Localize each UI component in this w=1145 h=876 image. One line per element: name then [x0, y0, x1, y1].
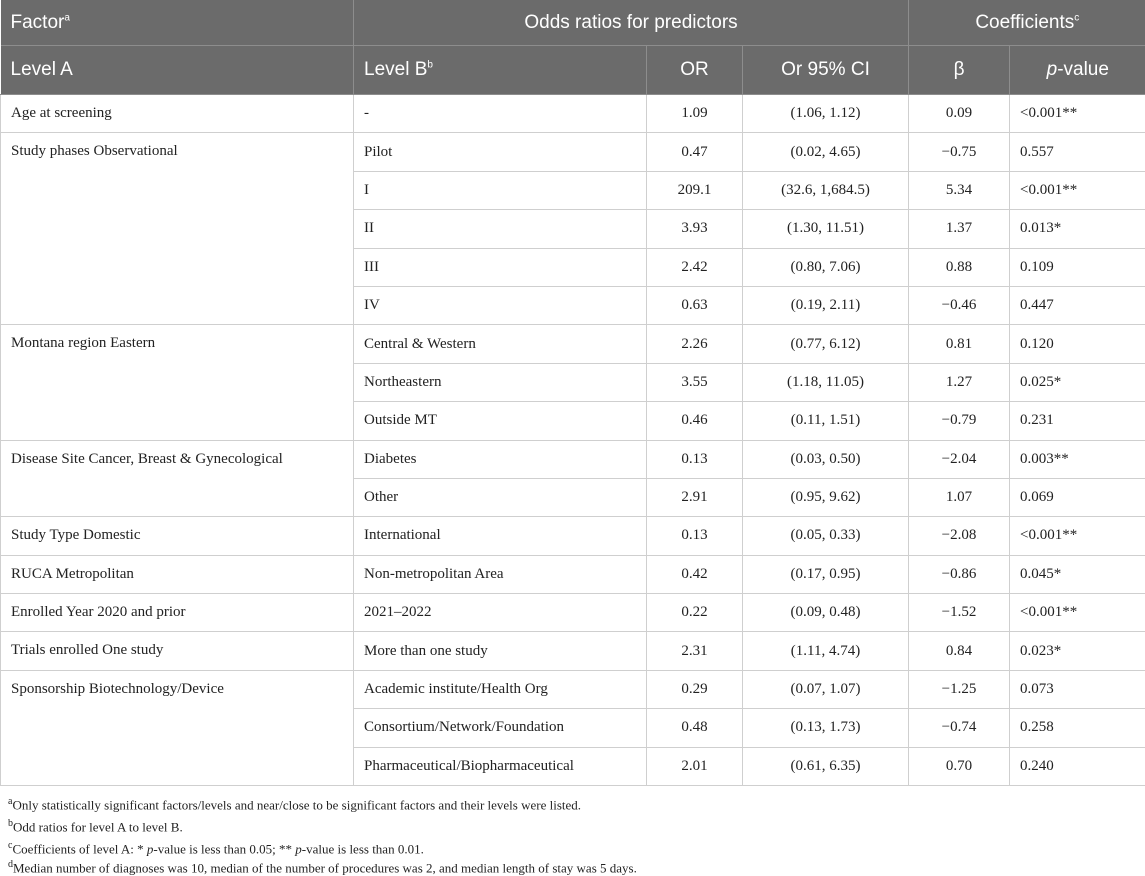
cell-or-ci: (0.95, 9.62) — [743, 478, 909, 516]
cell-level-b: Outside MT — [354, 402, 647, 440]
header-row-columns — [1, 46, 1145, 95]
cell-or: 2.42 — [647, 248, 743, 286]
cell-beta: 1.07 — [909, 478, 1010, 516]
cell-level-b: III — [354, 248, 647, 286]
cell-or: 3.93 — [647, 210, 743, 248]
cell-beta: 0.09 — [909, 95, 1010, 133]
cell-or-ci: (0.11, 1.51) — [743, 402, 909, 440]
cell-or-ci: (0.77, 6.12) — [743, 325, 909, 363]
cell-or-ci: (0.05, 0.33) — [743, 517, 909, 555]
cell-or-ci: (0.07, 1.07) — [743, 670, 909, 708]
footnote-c: $^c$Coefficients of level A: * p-value is less than 0.05; ** p-value is less than 0.01. — [8, 840, 424, 857]
table-row — [1, 632, 1145, 670]
header-or: OR — [647, 46, 743, 95]
cell-p-value: 0.557 — [1010, 133, 1145, 171]
cell-p-value: <0.001** — [1010, 171, 1145, 209]
cell-level-b: I — [354, 171, 647, 209]
cell-or: 0.29 — [647, 670, 743, 708]
cell-or: 2.26 — [647, 325, 743, 363]
header-level-b: Level $B^b$ — [354, 46, 647, 95]
cell-beta: −1.25 — [909, 670, 1010, 708]
cell-level-b: Central & Western — [354, 325, 647, 363]
cell-beta: −0.86 — [909, 555, 1010, 593]
cell-or: 209.1 — [647, 171, 743, 209]
cell-p-value: <0.001** — [1010, 517, 1145, 555]
cell-or-ci: (0.19, 2.11) — [743, 286, 909, 324]
cell-beta: 0.81 — [909, 325, 1010, 363]
table-row — [1, 517, 1145, 555]
table-row — [1, 594, 1145, 632]
cell-or-ci: (0.17, 0.95) — [743, 555, 909, 593]
table-row — [1, 440, 1145, 478]
cell-or-ci: (0.13, 1.73) — [743, 709, 909, 747]
cell-beta: 0.88 — [909, 248, 1010, 286]
cell-or: 1.09 — [647, 95, 743, 133]
cell-or-ci: (0.61, 6.35) — [743, 747, 909, 785]
cell-beta: −0.75 — [909, 133, 1010, 171]
header-level-a: Level A — [1, 46, 354, 95]
cell-level-b: Non-metropolitan Area — [354, 555, 647, 593]
cell-beta: −1.52 — [909, 594, 1010, 632]
cell-level-b: II — [354, 210, 647, 248]
cell-level-a: Age at screening — [1, 95, 354, 133]
cell-level-a: Enrolled Year 2020 and prior — [1, 594, 354, 632]
cell-level-b: Other — [354, 478, 647, 516]
cell-or: 0.48 — [647, 709, 743, 747]
cell-or: 0.13 — [647, 440, 743, 478]
cell-p-value: 0.240 — [1010, 747, 1145, 785]
table-row — [1, 95, 1145, 133]
cell-level-b: Academic institute/Health Org — [354, 670, 647, 708]
cell-p-value: <0.001** — [1010, 95, 1145, 133]
cell-level-a: Study Type Domestic — [1, 517, 354, 555]
cell-or-ci: (32.6, 1,684.5) — [743, 171, 909, 209]
cell-beta: −0.46 — [909, 286, 1010, 324]
cell-beta: 1.37 — [909, 210, 1010, 248]
cell-or: 2.01 — [647, 747, 743, 785]
cell-level-a: Trials enrolled One study — [1, 632, 354, 670]
cell-level-b: International — [354, 517, 647, 555]
table-body — [1, 95, 1145, 786]
cell-beta: 0.70 — [909, 747, 1010, 785]
cell-or: 0.46 — [647, 402, 743, 440]
cell-p-value: 0.109 — [1010, 248, 1145, 286]
cell-level-a: Disease Site Cancer, Breast & Gynecological — [1, 440, 354, 517]
cell-level-b: Northeastern — [354, 363, 647, 401]
cell-p-value: 0.231 — [1010, 402, 1145, 440]
cell-level-b: More than one study — [354, 632, 647, 670]
cell-or-ci: (0.02, 4.65) — [743, 133, 909, 171]
footnote-a: $^a$Only statistically significant factors/levels and near/close to be significant factors and their levels were listed. — [8, 796, 581, 813]
cell-or-ci: (0.09, 0.48) — [743, 594, 909, 632]
header-odds-ratios: Odds ratios for predictors — [354, 0, 909, 46]
header-p-value: p-value — [1010, 46, 1145, 95]
table-row — [1, 325, 1145, 363]
cell-level-a: Sponsorship Biotechnology/Device — [1, 670, 354, 785]
cell-level-b: Pilot — [354, 133, 647, 171]
footnote-b: $^b$Odd ratios for level A to level B. — [8, 818, 183, 835]
cell-level-b: Pharmaceutical/Biopharmaceutical — [354, 747, 647, 785]
header-coefficients: Coefficients$^c$ — [909, 0, 1145, 46]
header-or-ci: Or 95% CI — [743, 46, 909, 95]
cell-level-b: Consortium/Network/Foundation — [354, 709, 647, 747]
cell-level-b: 2021–2022 — [354, 594, 647, 632]
cell-or: 2.91 — [647, 478, 743, 516]
cell-p-value: 0.003** — [1010, 440, 1145, 478]
table-row — [1, 555, 1145, 593]
cell-or-ci: (1.06, 1.12) — [743, 95, 909, 133]
cell-level-a: RUCA Metropolitan — [1, 555, 354, 593]
cell-p-value: 0.045* — [1010, 555, 1145, 593]
cell-p-value: 0.013* — [1010, 210, 1145, 248]
cell-beta: 5.34 — [909, 171, 1010, 209]
cell-beta: 0.84 — [909, 632, 1010, 670]
cell-or: 0.47 — [647, 133, 743, 171]
cell-or: 0.63 — [647, 286, 743, 324]
cell-p-value: 0.120 — [1010, 325, 1145, 363]
table-row — [1, 133, 1145, 171]
cell-beta: −0.79 — [909, 402, 1010, 440]
cell-or: 0.13 — [647, 517, 743, 555]
cell-or: 3.55 — [647, 363, 743, 401]
cell-p-value: 0.258 — [1010, 709, 1145, 747]
cell-or: 2.31 — [647, 632, 743, 670]
cell-beta: 1.27 — [909, 363, 1010, 401]
cell-or-ci: (1.11, 4.74) — [743, 632, 909, 670]
cell-level-a: Montana region Eastern — [1, 325, 354, 440]
table-row — [1, 670, 1145, 708]
cell-or-ci: (1.30, 11.51) — [743, 210, 909, 248]
cell-beta: −2.04 — [909, 440, 1010, 478]
cell-p-value: 0.023* — [1010, 632, 1145, 670]
cell-beta: −0.74 — [909, 709, 1010, 747]
cell-or: 0.42 — [647, 555, 743, 593]
cell-level-b: Diabetes — [354, 440, 647, 478]
cell-or-ci: (0.80, 7.06) — [743, 248, 909, 286]
cell-or: 0.22 — [647, 594, 743, 632]
cell-level-b: IV — [354, 286, 647, 324]
cell-p-value: 0.447 — [1010, 286, 1145, 324]
header-row-groups — [1, 0, 1145, 46]
cell-level-a: Study phases Observational — [1, 133, 354, 325]
cell-p-value: 0.069 — [1010, 478, 1145, 516]
cell-p-value: 0.073 — [1010, 670, 1145, 708]
header-factor: Factor$^a$ — [1, 0, 354, 46]
footnote-d: $^d$Median number of diagnoses was 10, median of the number of procedures was 2, and median length of stay was 5 days. — [8, 859, 637, 876]
cell-or-ci: (0.03, 0.50) — [743, 440, 909, 478]
cell-p-value: 0.025* — [1010, 363, 1145, 401]
cell-level-b: - — [354, 95, 647, 133]
cell-beta: −2.08 — [909, 517, 1010, 555]
cell-or-ci: (1.18, 11.05) — [743, 363, 909, 401]
cell-p-value: <0.001** — [1010, 594, 1145, 632]
header-beta: β — [909, 46, 1010, 95]
